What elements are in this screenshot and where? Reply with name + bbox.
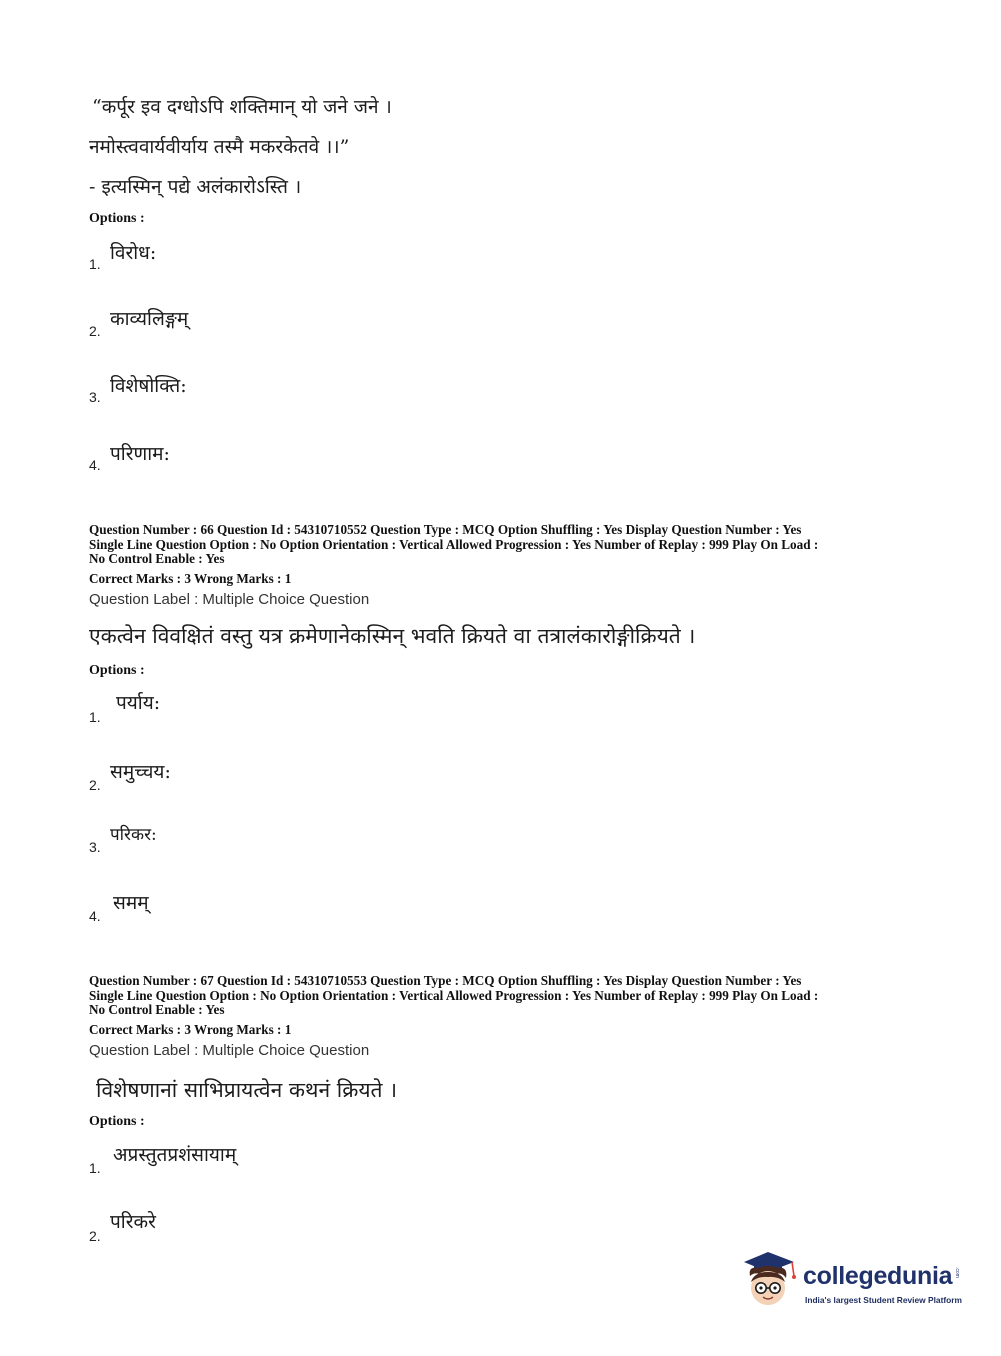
- option-number: 1.: [89, 1160, 101, 1176]
- option-text[interactable]: परिकरे: [110, 1211, 156, 1233]
- option-number: 2.: [89, 777, 101, 793]
- meta-line: Single Line Question Option : No Option Orientation : Vertical Allowed Progression : Yes Number of Replay : 999 Play On Load :: [89, 536, 819, 552]
- option-text[interactable]: पर्याय:: [116, 692, 161, 714]
- question-meta: [89, 974, 919, 1018]
- option-text[interactable]: विशेषोक्ति:: [110, 375, 187, 397]
- options-label: Options :: [89, 1114, 145, 1129]
- option-text[interactable]: समुच्चय:: [110, 761, 171, 783]
- question-text: विशेषणानां साभिप्रायत्वेन कथनं क्रियते ।: [96, 1078, 398, 1102]
- meta-line: Question Number : 67 Question Id : 54310710553 Question Type : MCQ Option Shuffling : Yes Display Question Number : Yes: [89, 973, 802, 988]
- logo-suffix: .com: [954, 1267, 960, 1278]
- option-number: 4.: [89, 908, 101, 924]
- option-number: 2.: [89, 1228, 101, 1244]
- question-text: एकत्वेन विवक्षितं वस्तु यत्र क्रमेणानेकस्मिन् भवति क्रियते वा तत्रालंकारोङ्गीक्रियते ।: [89, 624, 696, 648]
- option-text[interactable]: परिकर:: [110, 825, 157, 845]
- verse-line-1: “कर्पूर इव दग्धोऽपि शक्तिमान् यो जने जने ।: [92, 96, 392, 118]
- options-label: Options :: [89, 663, 145, 678]
- option-number: 3.: [89, 839, 101, 855]
- option-number: 1.: [89, 256, 101, 272]
- option-text[interactable]: समम्: [113, 892, 149, 914]
- option-number: 1.: [89, 709, 101, 725]
- verse-prompt: - इत्यस्मिन् पद्ये अलंकारोऽस्ति ।: [89, 176, 302, 198]
- option-number: 3.: [89, 389, 101, 405]
- option-number: 4.: [89, 457, 101, 473]
- meta-line: Question Number : 66 Question Id : 54310710552 Question Type : MCQ Option Shuffling : Yes Display Question Number : Yes: [89, 522, 802, 537]
- student-mascot-icon: [742, 1250, 802, 1312]
- meta-line: No Control Enable : Yes: [89, 551, 225, 567]
- logo-wordmark: collegedunia: [803, 1262, 953, 1290]
- question-meta: [89, 523, 919, 567]
- option-text[interactable]: काव्यलिङ्गम्: [110, 308, 189, 330]
- marks-line: Correct Marks : 3 Wrong Marks : 1: [89, 1022, 292, 1037]
- question-label: Question Label : Multiple Choice Question: [89, 1042, 370, 1059]
- marks-line: Correct Marks : 3 Wrong Marks : 1: [89, 571, 292, 586]
- meta-line: No Control Enable : Yes: [89, 1002, 225, 1018]
- option-number: 2.: [89, 323, 101, 339]
- verse-line-2: नमोस्त्ववार्यवीर्याय तस्मै मकरकेतवे ।।”: [89, 136, 350, 158]
- option-text[interactable]: परिणाम:: [110, 443, 170, 465]
- options-label: Options :: [89, 211, 145, 226]
- option-text[interactable]: अप्रस्तुतप्रशंसायाम्: [113, 1144, 237, 1166]
- option-text[interactable]: विरोध:: [110, 242, 157, 264]
- collegedunia-logo[interactable]: [742, 1250, 972, 1312]
- meta-line: Single Line Question Option : No Option Orientation : Vertical Allowed Progression : Yes Number of Replay : 999 Play On Load :: [89, 987, 819, 1003]
- question-label: Question Label : Multiple Choice Question: [89, 591, 370, 608]
- logo-tagline: India's largest Student Review Platform: [805, 1295, 962, 1305]
